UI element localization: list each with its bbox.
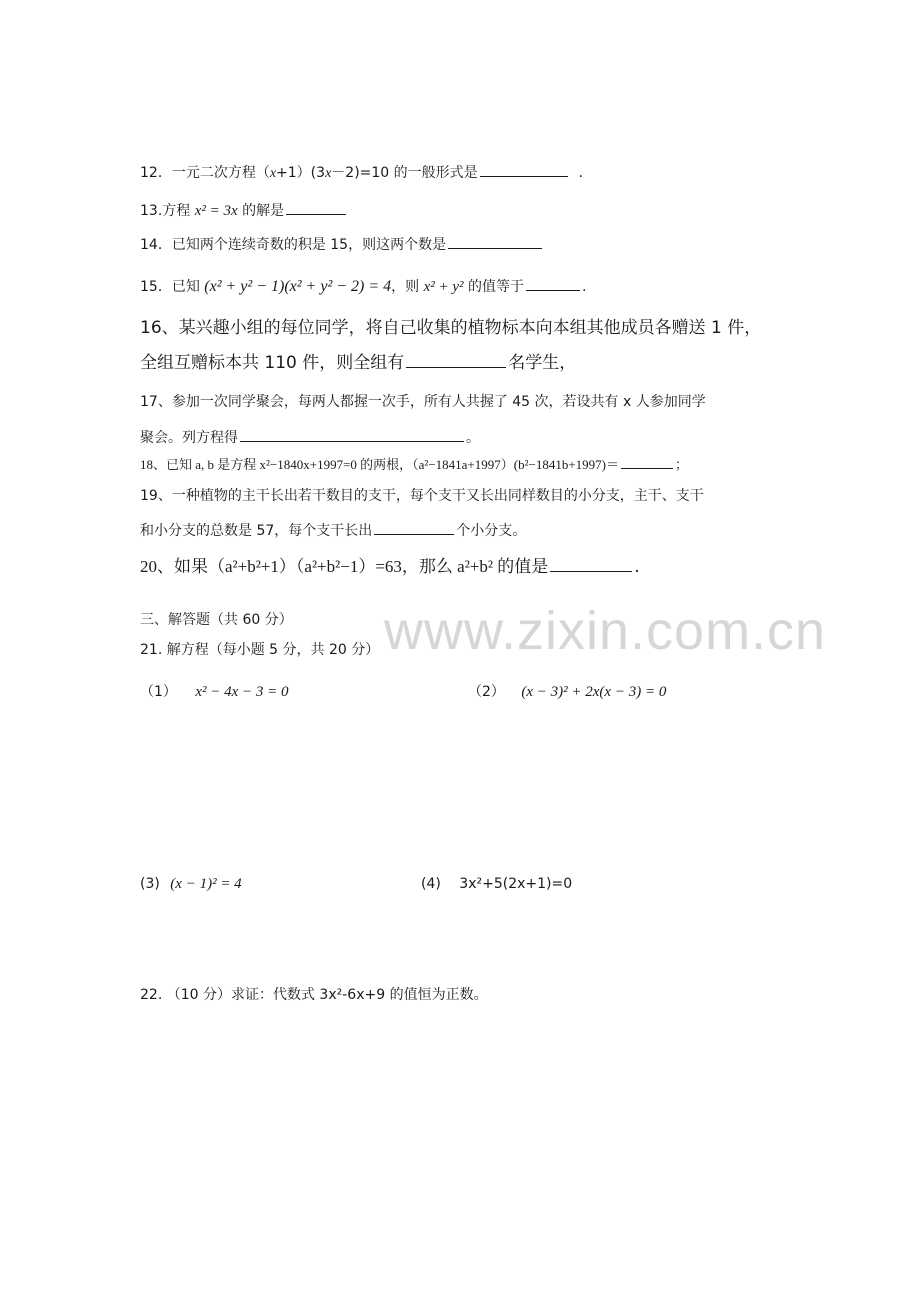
q21-part-1-label: （1） [140, 684, 177, 700]
q18-answer-blank[interactable] [621, 456, 673, 469]
question-17-line-1 [140, 392, 706, 412]
q12-answer-blank[interactable] [480, 162, 568, 177]
q16-line2a: 全组互赠标本共 110 件，则全组有 [140, 353, 405, 373]
q20-answer-blank[interactable] [550, 554, 632, 572]
q16-line2b: 名学生， [508, 353, 577, 373]
q20-end: . [634, 557, 640, 577]
q17-line2b: 。 [466, 430, 480, 446]
question-19-line-2 [140, 520, 526, 541]
q21-part-2-label: （2） [468, 684, 505, 700]
q21-part-1 [140, 682, 289, 702]
q14-answer-blank[interactable] [448, 234, 542, 249]
q12-text-a: 12．一元二次方程（ [140, 165, 270, 181]
q20-text: 20、如果（a²+b²+1）（a²+b²−1）=63，那么 a²+b² 的值是 [140, 557, 549, 576]
q17-line1: 17、参加一次同学聚会，每两人都握一次手，所有人共握了 45 次，若设共有 x 人参加同学 [140, 394, 706, 410]
q21-part-3 [140, 874, 242, 894]
q21-part-2 [468, 682, 666, 702]
q14-text: 14．已知两个连续奇数的积是 15，则这两个数是 [140, 237, 447, 253]
q21-part-3-equation: (x − 1)² = 4 [170, 876, 242, 892]
question-20 [140, 554, 640, 579]
q15-expression: x² + y² [423, 279, 464, 295]
q21-part-4-label: (4) [421, 876, 441, 892]
question-13 [140, 200, 348, 221]
q13-equation: x² = 3x [194, 203, 238, 219]
question-15 [140, 276, 586, 297]
question-16-line-1 [140, 316, 761, 340]
q15-mid: ，则 [391, 279, 420, 295]
question-18 [140, 455, 688, 476]
q15-equation: (x² + y² − 1)(x² + y² − 2) = 4 [204, 278, 392, 295]
question-19-line-1 [140, 486, 704, 506]
q19-line2b: 个小分支。 [456, 523, 527, 539]
q15-end: . [582, 279, 587, 295]
q21-part-1-equation: x² − 4x − 3 = 0 [195, 684, 289, 700]
q16-answer-blank[interactable] [406, 350, 506, 368]
q22-text: 22. （10 分）求证：代数式 3x²-6x+9 的值恒为正数。 [140, 987, 488, 1003]
q12-text-c: －2)=10 的一般形式是 [331, 165, 478, 181]
q13-prefix: 13.方程 [140, 203, 191, 219]
q21-part-4-equation: 3x²+5(2x+1)=0 [459, 876, 573, 892]
question-17-line-2 [140, 427, 480, 448]
q12-var-x2: x [325, 166, 332, 181]
q12-end: ． [578, 165, 593, 181]
q19-line2a: 和小分支的总数是 57，每个支干长出 [140, 523, 373, 539]
question-22 [140, 985, 488, 1005]
q13-suffix: 的解是 [242, 203, 285, 219]
q21-part-4 [421, 874, 572, 894]
q21-title-text: 21. 解方程（每小题 5 分，共 20 分） [140, 642, 380, 658]
q13-answer-blank[interactable] [286, 200, 346, 215]
question-14 [140, 234, 544, 255]
q16-line1: 16、某兴趣小组的每位同学，将自己收集的植物标本向本组其他成员各赠送 1 件， [140, 318, 762, 338]
section-3-heading [140, 610, 293, 630]
q19-line1: 19、一种植物的主干长出若干数目的支干，每个支干又长出同样数目的小分支，主干、支干 [140, 488, 704, 504]
q12-var-x: x [269, 166, 277, 181]
question-12 [140, 162, 593, 184]
q15-answer-blank[interactable] [526, 276, 580, 291]
q17-line2a: 聚会。列方程得 [140, 430, 238, 446]
q12-text-b: +1）(3 [276, 165, 326, 181]
watermark: www.zixin.com.cn [384, 601, 827, 661]
section-3-heading-text: 三、解答题（共 60 分） [140, 612, 293, 628]
q15-prefix: 15．已知 [140, 279, 200, 295]
question-21-title [140, 640, 379, 660]
q18-end: ； [674, 458, 688, 473]
q21-part-3-label: (3) [140, 876, 160, 892]
q18-text: 18、已知 a, b 是方程 x²−1840x+1997=0 的两根，（a²−1841a+1997）(b²−1841b+1997)＝ [140, 457, 619, 472]
q17-answer-blank[interactable] [240, 427, 464, 442]
q15-suffix: 的值等于 [468, 279, 525, 295]
q21-part-2-equation: (x − 3)² + 2x(x − 3) = 0 [521, 684, 667, 700]
question-16-line-2 [140, 350, 576, 375]
q19-answer-blank[interactable] [374, 520, 454, 535]
